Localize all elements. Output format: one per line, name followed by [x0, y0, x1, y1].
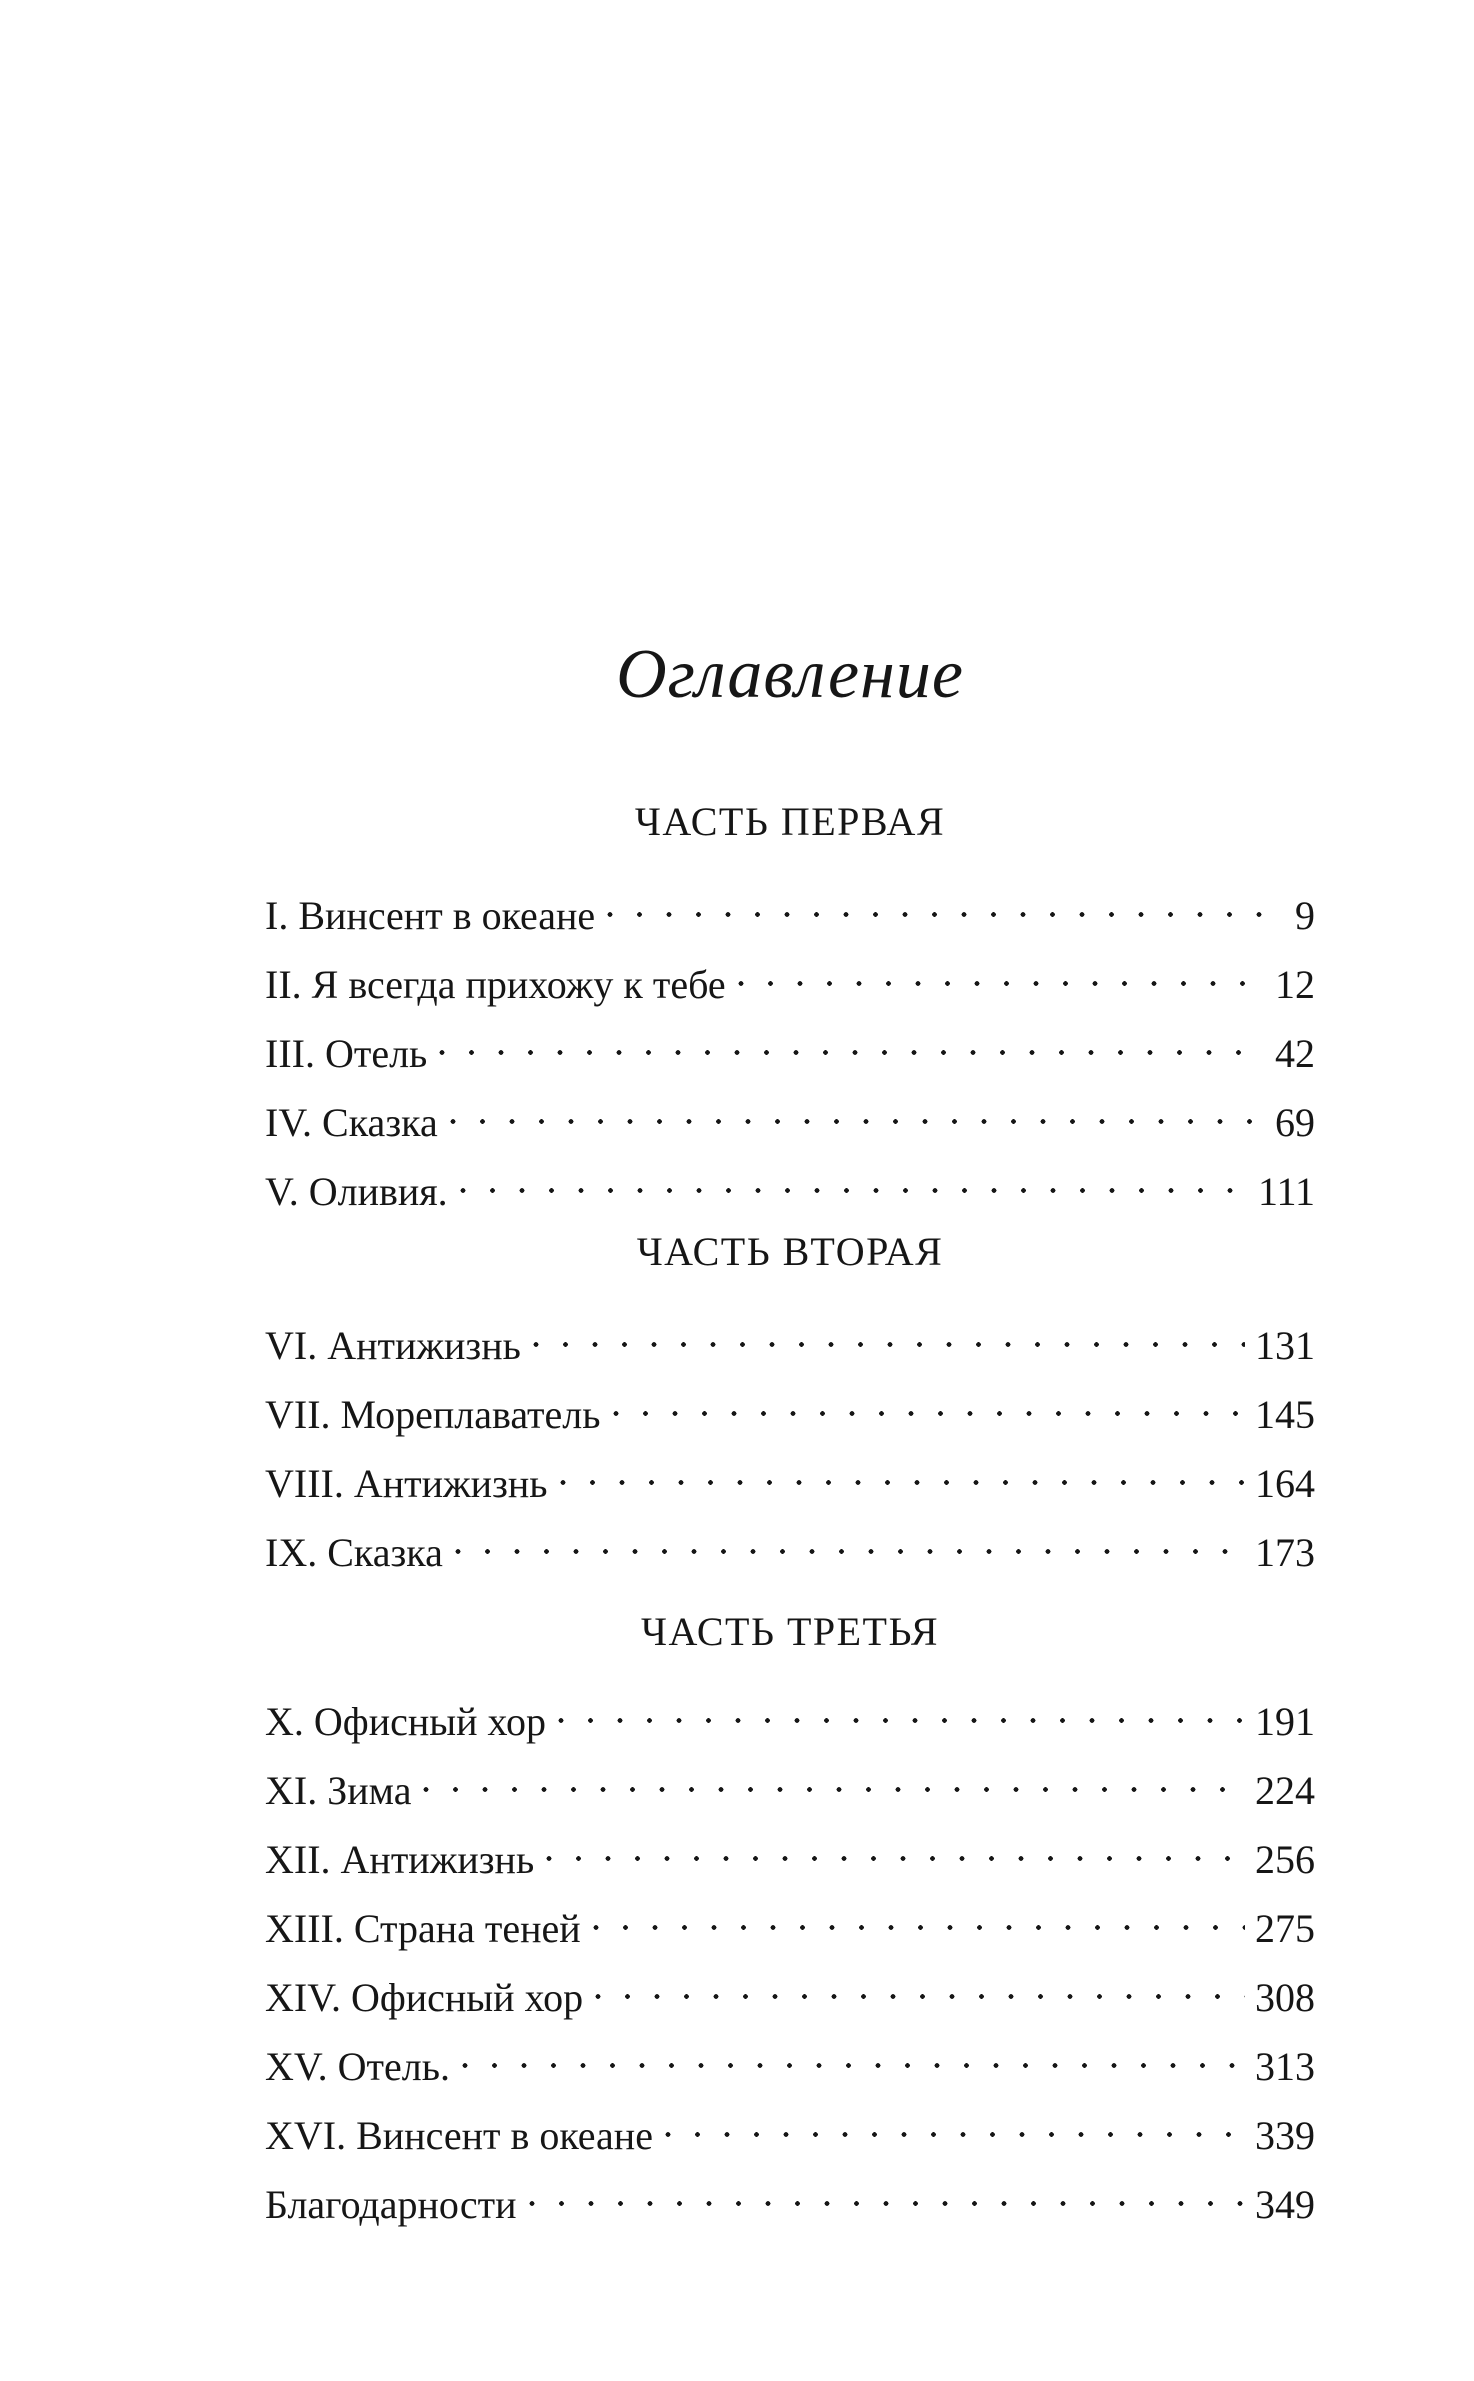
- toc-entry-row: [265, 1442, 1315, 1511]
- page-number: 275: [1255, 1906, 1315, 1951]
- page-number: 308: [1255, 1975, 1315, 2020]
- toc-entry-row: [265, 943, 1315, 1012]
- dot-leader: [662, 2094, 1245, 2149]
- chapter-title: I. Винсент в океане: [265, 893, 596, 938]
- dot-leader: [459, 2025, 1245, 2080]
- toc-entry-row: [265, 1150, 1315, 1219]
- toc-entry-row: [265, 1818, 1315, 1887]
- toc-entry-row: [265, 2163, 1315, 2232]
- dot-leader: [530, 1304, 1245, 1359]
- dot-leader: [610, 1373, 1246, 1428]
- toc-entry-row: [265, 1680, 1315, 1749]
- chapter-title: XV. Отель.: [265, 2044, 450, 2089]
- section-heading: ЧАСТЬ ТРЕТЬЯ: [640, 1609, 940, 1654]
- toc-entry-row: [265, 1081, 1315, 1150]
- page-number: 224: [1255, 1768, 1315, 1813]
- dot-leader: [457, 1150, 1248, 1205]
- chapter-title: III. Отель: [265, 1031, 428, 1076]
- chapter-title: VI. Антижизнь: [265, 1323, 521, 1368]
- chapter-title: Благодарности: [265, 2182, 517, 2227]
- toc-entry-row: [265, 2094, 1315, 2163]
- dot-leader: [526, 2163, 1245, 2218]
- toc-entry-row: [265, 874, 1315, 943]
- page-number: 164: [1255, 1461, 1315, 1506]
- section-entry-list: [265, 1680, 1315, 2232]
- chapter-title: X. Офисный хор: [265, 1699, 547, 1744]
- section-heading: ЧАСТЬ ВТОРАЯ: [636, 1229, 944, 1274]
- toc-entry-row: [265, 1887, 1315, 1956]
- chapter-title: XI. Зима: [265, 1768, 412, 1813]
- toc-entry-row: [265, 1749, 1315, 1818]
- page-title: Оглавление: [616, 636, 964, 713]
- page-number: 131: [1255, 1323, 1315, 1368]
- chapter-title: IX. Сказка: [265, 1530, 443, 1575]
- dot-leader: [604, 874, 1285, 929]
- toc-entry-row: [265, 1304, 1315, 1373]
- page-number: 69: [1275, 1100, 1315, 1145]
- dot-leader: [555, 1680, 1245, 1735]
- chapter-title: II. Я всегда прихожу к тебе: [265, 962, 726, 1007]
- page-number: 256: [1255, 1837, 1315, 1882]
- dot-leader: [735, 943, 1265, 998]
- page-number: 313: [1255, 2044, 1315, 2089]
- toc-entry-row: [265, 2025, 1315, 2094]
- dot-leader: [452, 1511, 1245, 1566]
- page-number: 12: [1275, 962, 1315, 1007]
- chapter-title: XVI. Винсент в океане: [265, 2113, 653, 2158]
- page-number: 111: [1257, 1169, 1315, 1214]
- toc-entry-row: [265, 1511, 1315, 1580]
- toc-entry-row: [265, 1956, 1315, 2025]
- page-number: 42: [1275, 1031, 1315, 1076]
- section-entry-list: [265, 874, 1315, 1219]
- dot-leader: [436, 1012, 1265, 1067]
- dot-leader: [420, 1749, 1245, 1804]
- chapter-title: IV. Сказка: [265, 1100, 438, 1145]
- chapter-title: V. Оливия.: [265, 1169, 448, 1214]
- dot-leader: [447, 1081, 1265, 1136]
- dot-leader: [592, 1956, 1245, 2011]
- page-number: 349: [1255, 2182, 1315, 2227]
- section-heading: ЧАСТЬ ПЕРВАЯ: [634, 799, 946, 844]
- chapter-title: XIII. Страна теней: [265, 1906, 581, 1951]
- page-number: 191: [1255, 1699, 1315, 1744]
- dot-leader: [590, 1887, 1245, 1942]
- page-number: 173: [1255, 1530, 1315, 1575]
- chapter-title: VII. Мореплаватель: [265, 1392, 601, 1437]
- dot-leader: [543, 1818, 1245, 1873]
- chapter-title: XII. Антижизнь: [265, 1837, 535, 1882]
- chapter-title: VIII. Антижизнь: [265, 1461, 548, 1506]
- section-entry-list: [265, 1304, 1315, 1580]
- page-number: 9: [1295, 893, 1315, 938]
- toc-entry-row: [265, 1373, 1315, 1442]
- dot-leader: [557, 1442, 1245, 1497]
- toc-entry-row: [265, 1012, 1315, 1081]
- page-number: 145: [1255, 1392, 1315, 1437]
- chapter-title: XIV. Офисный хор: [265, 1975, 584, 2020]
- page-number: 339: [1255, 2113, 1315, 2158]
